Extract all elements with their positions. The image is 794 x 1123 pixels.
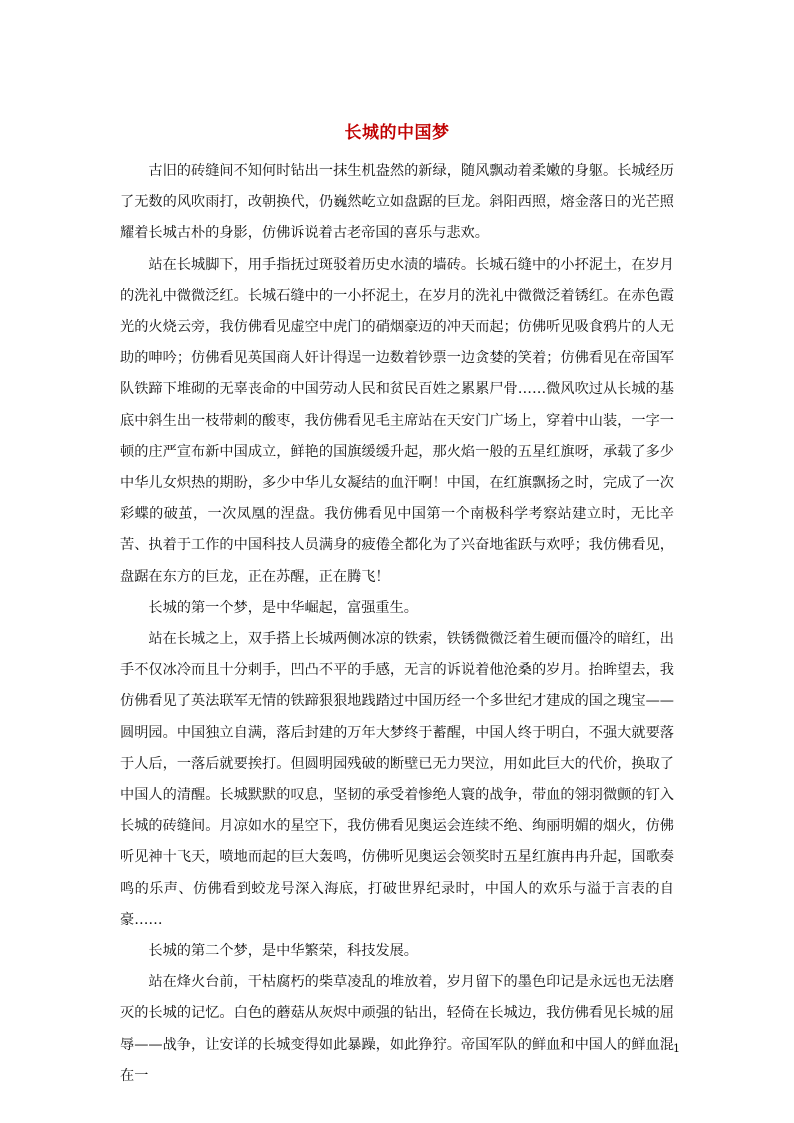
paragraph: 长城的第一个梦，是中华崛起，富强重生。 — [148, 599, 418, 616]
paragraph: 站在烽火台前，干枯腐朽的柴草凌乱的堆放着，岁月留下的墨色印记是永远也无法磨灭的长城的记忆。白色的蘑菇从灰烬中顽强的钻出，轻倚在长城边，我仿佛看见长城的屈辱——战争，让安详的长城变得如此暴躁，如此狰狞。帝国军队的鲜血和中国人的鲜血混在一 — [120, 974, 674, 1084]
paragraph: 长城的第二个梦，是中华繁荣，科技发展。 — [148, 943, 418, 960]
paragraph: 站在长城之上，双手搭上长城两侧冰凉的铁索，铁锈微微泛着生硬而僵冷的暗红，出手不仅冰冷而且十分刺手，凹凸不平的手感，无言的诉说着他沧桑的岁月。抬眸望去，我仿佛看见了英法联军无情的铁蹄狠狠地践踏过中国历经一个多世纪才建成的国之瑰宝——圆明园。中国独立自满，落后封建的万年大梦终于蓄醒，中国人终于明白，不强大就要落于人后，一落后就要挨打。但圆明园残破的断壁已无力哭泣，用如此巨大的代价，换取了中国人的清醒。长城默默的叹息，坚韧的承受着惨绝人寰的战争，带血的翎羽微颤的钉入长城的砖缝间。月凉如水的星空下，我仿佛看见奥运会连续不绝、绚丽明媚的烟火，仿佛听见神十飞天，喷地而起的巨大轰鸣，仿佛听见奥运会领奖时五星红旗冉冉升起，国歌奏鸣的乐声、仿佛看到蛟龙号深入海底，打破世界纪录时，中国人的欢乐与溢于言表的自豪…… — [120, 631, 674, 928]
page-title: 长城的中国梦 — [344, 123, 450, 143]
article-body — [120, 156, 674, 1092]
paragraph: 站在长城脚下，用手指抚过斑驳着历史水渍的墙砖。长城石缝中的小抔泥土，在岁月的洗礼中微微泛红。长城石缝中的一小抔泥土，在岁月的洗礼中微微泛着锈红。在赤色霞光的火烧云旁，我仿佛看见虚空中虎门的硝烟豪迈的冲天而起；仿佛听见吸食鸦片的人无助的呻吟；仿佛看见英国商人奸计得逞一边数着钞票一边贪婪的笑着；仿佛看见在帝国军队铁蹄下堆砌的无辜丧命的中国劳动人民和贫民百姓之累累尸骨……微风吹过从长城的基底中斜生出一枝带刺的酸枣，我仿佛看见毛主席站在天安门广场上，穿着中山装，一字一顿的庄严宣布新中国成立，鲜艳的国旗缓缓升起，那火焰一般的五星红旗呀，承载了多少中华儿女炽热的期盼，多少中华儿女凝结的血汗啊！中国，在红旗飘扬之时，完成了一次彩蝶的破茧，一次凤凰的涅盘。我仿佛看见中国第一个南极科学考察站建立时，无比辛苦、执着于工作的中国科技人员满身的疲倦全都化为了兴奋地雀跃与欢呼；我仿佛看见，盘踞在东方的巨龙，正在苏醒，正在腾飞！ — [120, 256, 674, 585]
paragraph: 古旧的砖缝间不知何时钻出一抹生机盎然的新绿，随风飘动着柔嫩的身躯。长城经历了无数的风吹雨打，改朝换代，仍巍然屹立如盘踞的巨龙。斜阳西照，熔金落日的光芒照耀着长城古朴的身影，仿佛诉说着古老帝国的喜乐与悲欢。 — [120, 163, 674, 242]
page-number: 1 — [673, 1042, 680, 1055]
